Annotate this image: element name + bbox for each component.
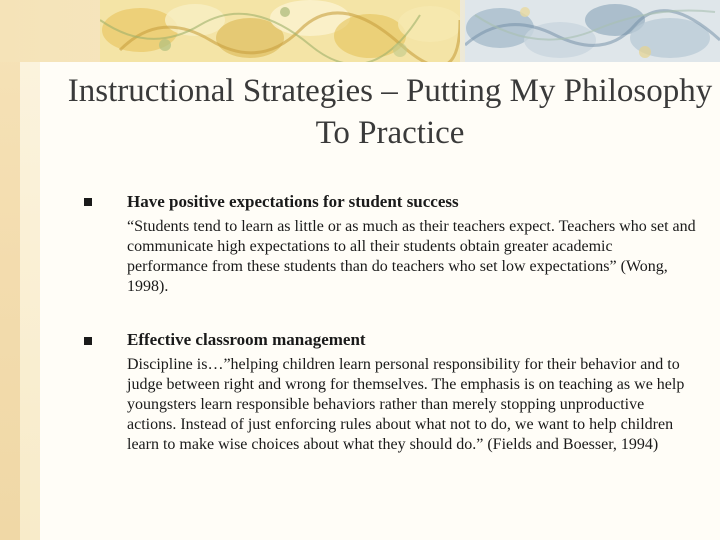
bullet-body-management: Discipline is…”helping children learn personal responsibility for their behavior and to judge between right and wrong for themselves. The emphasis is on teaching as we help youngsters learn responsible behaviors rather than merely stopping unproductive actions. Instead of just enforcing rules about what not to do, we want to help children learn to make wise choices about what they should do.” (Fields and Boesser, 1994) [127,356,685,453]
bullet-body-expectations: “Students tend to learn as little or as much as their teachers expect. Teachers who set and communicate high expectations to all their students obtain greater academic performance from these students than do teachers who set low expectations” (Wong, 1998). [127,218,696,295]
bullet-heading-management: Effective classroom management [127,330,366,349]
bullet-heading-expectations: Have positive expectations for student success [127,192,459,211]
square-bullet-icon [84,198,92,206]
slide-title: Instructional Strategies – Putting My Philosophy To Practice [67,73,713,151]
floral-banner-left [100,0,460,62]
left-decor-inner [20,60,40,540]
square-bullet-icon [84,337,92,345]
floral-banner-right [465,0,720,62]
